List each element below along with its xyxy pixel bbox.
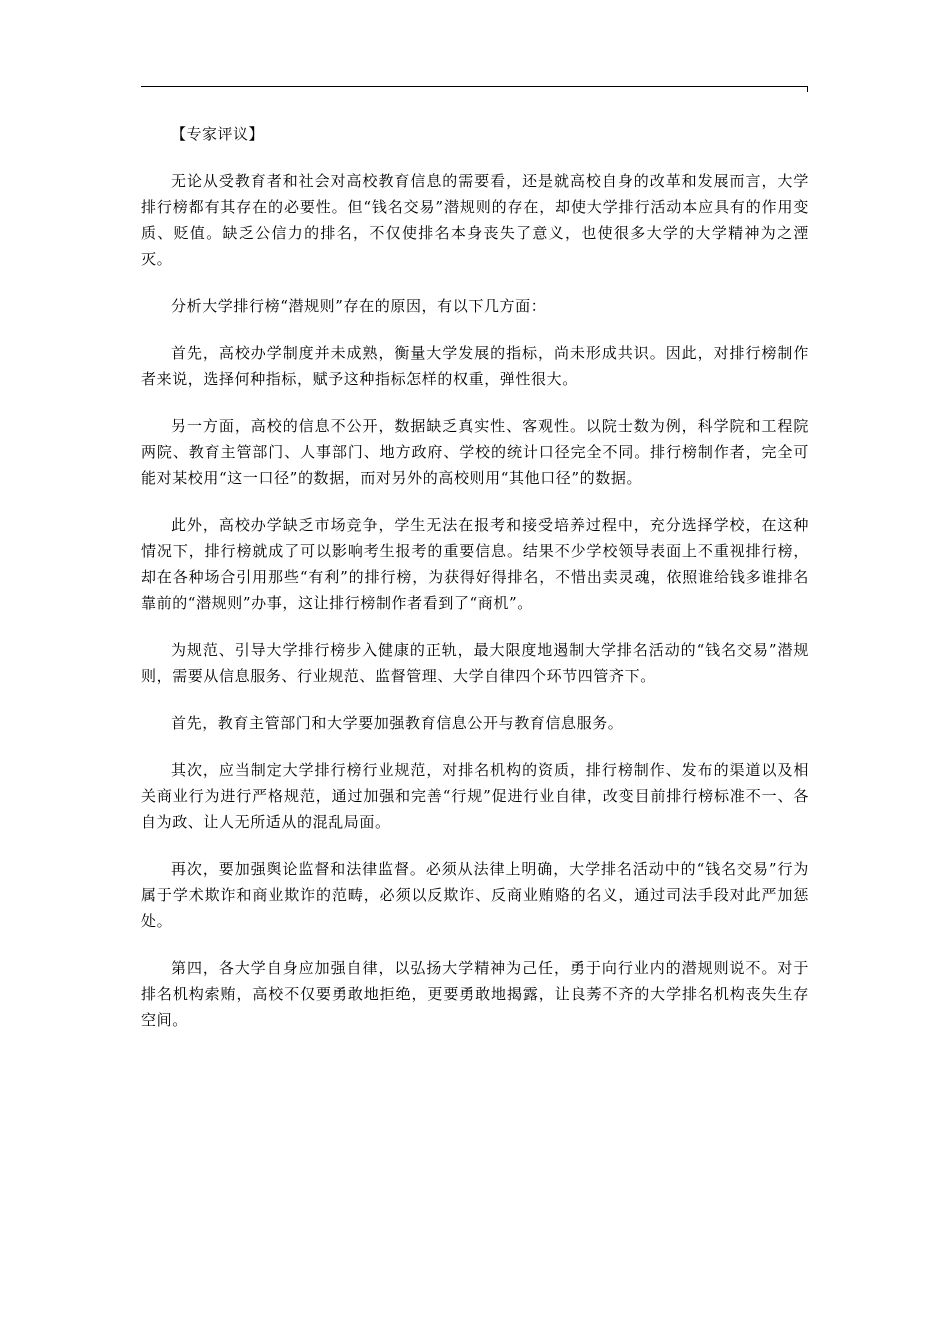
paragraph-7: 首先，教育主管部门和大学要加强教育信息公开与教育信息服务。 xyxy=(171,714,624,732)
paragraph-4: 另一方面，高校的信息不公开，数据缺乏真实性、客观性。以院士数为例，科学院和工程院两院、教育主管部门、人事部门、地方政府、学校的统计口径完全不同。排行榜制作者，完全可能对某校用“这一口径”的数据，而对另外的高校则用“其他口径”的数据。 xyxy=(141,417,809,487)
paragraph-1: 无论从受教育者和社会对高校教育信息的需要看，还是就高校自身的改革和发展而言，大学排行榜都有其存在的必要性。但“钱名交易”潜规则的存在，却使大学排行活动本应具有的作用变质、贬值。缺乏公信力的排名，不仅使排名本身丧失了意义，也使很多大学的大学精神为之湮灭。 xyxy=(141,172,809,268)
document-body xyxy=(141,121,809,1054)
header-rule xyxy=(141,86,807,87)
paragraph-8: 其次，应当制定大学排行榜行业规范，对排名机构的资质，排行榜制作、发布的渠道以及相关商业行为进行严格规范，通过加强和完善“行规”促进行业自律，改变目前排行榜标准不一、各自为政、让人无所适从的混乱局面。 xyxy=(141,761,809,831)
paragraph-6: 为规范、引导大学排行榜步入健康的正轨，最大限度地遏制大学排名活动的“钱名交易”潜规则，需要从信息服务、行业规范、监督管理、大学自律四个环节四管齐下。 xyxy=(141,641,809,685)
paragraph-3: 首先，高校办学制度并未成熟，衡量大学发展的指标，尚未形成共识。因此，对排行榜制作者来说，选择何种指标，赋予这种指标怎样的权重，弹性很大。 xyxy=(141,344,809,388)
header-rule-end-mark xyxy=(807,86,808,92)
section-heading: 【专家评议】 xyxy=(171,125,265,143)
paragraph-9: 再次，要加强舆论监督和法律监督。必须从法律上明确，大学排名活动中的“钱名交易”行为属于学术欺诈和商业欺诈的范畴，必须以反欺诈、反商业贿赂的名义，通过司法手段对此严加惩处。 xyxy=(141,860,809,930)
paragraph-2: 分析大学排行榜“潜规则”存在的原因，有以下几方面： xyxy=(171,297,547,315)
paragraph-5: 此外，高校办学缺乏市场竞争，学生无法在报考和接受培养过程中，充分选择学校，在这种情况下，排行榜就成了可以影响考生报考的重要信息。结果不少学校领导表面上不重视排行榜，却在各种场合引用那些“有利”的排行榜，为获得好得排名，不惜出卖灵魂，依照谁给钱多谁排名靠前的“潜规则”办事，这让排行榜制作者看到了“商机”。 xyxy=(141,516,809,612)
paragraph-10: 第四，各大学自身应加强自律，以弘扬大学精神为己任，勇于向行业内的潜规则说不。对于排名机构索贿，高校不仅要勇敢地拒绝，更要勇敢地揭露，让良莠不齐的大学排名机构丧失生存空间。 xyxy=(141,959,809,1029)
